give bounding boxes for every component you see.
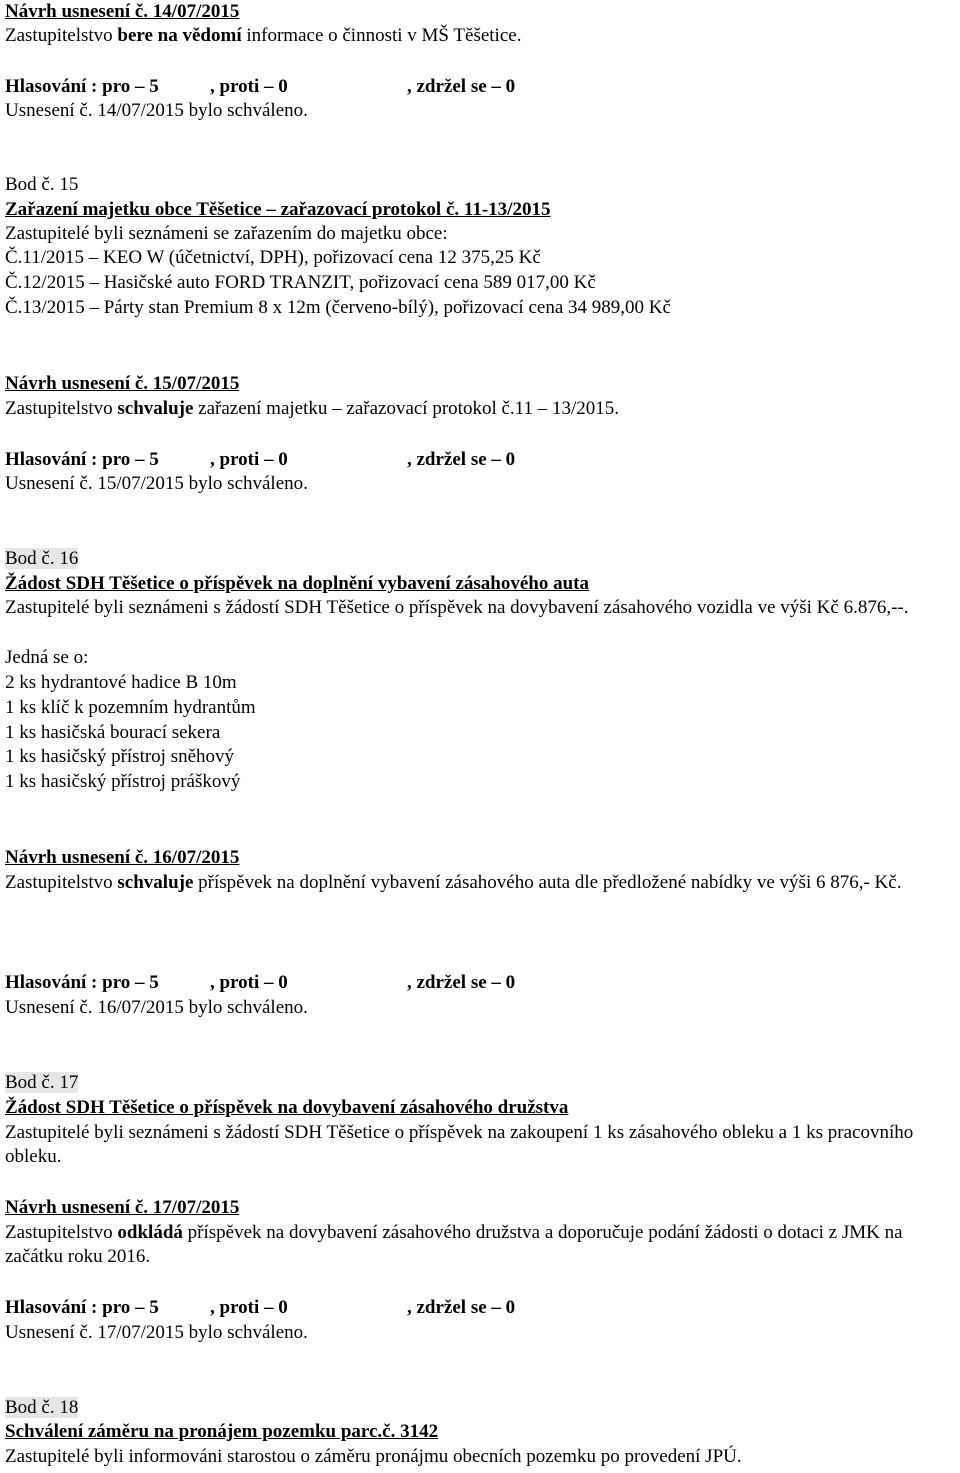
item-17-body: Zastupitelé byli seznámeni s žádostí SDH Těšetice o příspěvek na zakoupení 1 ks zásahového obleku a 1 ks pracovního obleku.	[5, 1122, 914, 1167]
item-18-body: Zastupitelé byli informováni starostou o záměru pronájmu obecních pozemku po provedení JPÚ.	[5, 1446, 742, 1467]
item-16-list-item: 2 ks hydrantové hadice B 10m	[5, 672, 237, 693]
resolution-15-heading: Návrh usnesení č. 15/07/2015	[5, 373, 240, 394]
item-17-title: Žádost SDH Těšetice o příspěvek na dovybavení zásahového družstva	[5, 1097, 569, 1118]
item-16-title: Žádost SDH Těšetice o příspěvek na doplnění vybavení zásahového auta	[5, 573, 589, 594]
resolution-16-vote: Hlasování : pro – 5 , proti – 0 , zdržel se – 0	[5, 972, 516, 993]
resolution-16-result: Usnesení č. 16/07/2015 bylo schváleno.	[5, 997, 308, 1018]
resolution-15-result: Usnesení č. 15/07/2015 bylo schváleno.	[5, 473, 308, 494]
item-15-line: Č.12/2015 – Hasičské auto FORD TRANZIT, pořizovací cena 589 017,00 Kč	[5, 272, 596, 293]
resolution-14-heading: Návrh usnesení č. 14/07/2015	[5, 1, 240, 22]
item-18-label: Bod č. 18	[5, 1397, 79, 1418]
resolution-17-result: Usnesení č. 17/07/2015 bylo schváleno.	[5, 1322, 308, 1343]
item-16-list-item: 1 ks klíč k pozemním hydrantům	[5, 697, 256, 718]
resolution-17-heading: Návrh usnesení č. 17/07/2015	[5, 1197, 240, 1218]
item-15-title: Zařazení majetku obce Těšetice – zařazovací protokol č. 11-13/2015	[5, 199, 551, 220]
resolution-14-vote: Hlasování : pro – 5 , proti – 0 , zdržel se – 0	[5, 76, 516, 97]
resolution-17-text: Zastupitelstvo odkládá příspěvek na dovybavení zásahového družstva a doporučuje podání žádosti o dotaci z JMK na začátku roku 2016.	[5, 1222, 903, 1267]
resolution-16-heading: Návrh usnesení č. 16/07/2015	[5, 847, 240, 868]
item-16-list-intro: Jedná se o:	[5, 647, 89, 668]
resolution-14-text: Zastupitelstvo bere na vědomí informace o činnosti v MŠ Těšetice.	[5, 25, 522, 46]
item-16-list-item: 1 ks hasičský přístroj práškový	[5, 771, 241, 792]
item-15-intro: Zastupitelé byli seznámeni se zařazením do majetku obce:	[5, 223, 448, 244]
resolution-17-vote: Hlasování : pro – 5 , proti – 0 , zdržel se – 0	[5, 1297, 516, 1318]
resolution-15-text: Zastupitelstvo schvaluje zařazení majetku – zařazovací protokol č.11 – 13/2015.	[5, 398, 619, 419]
resolution-15-vote: Hlasování : pro – 5 , proti – 0 , zdržel se – 0	[5, 449, 516, 470]
item-16-label: Bod č. 16	[5, 548, 79, 569]
resolution-14-result: Usnesení č. 14/07/2015 bylo schváleno.	[5, 100, 308, 121]
item-16-body: Zastupitelé byli seznámeni s žádostí SDH Těšetice o příspěvek na dovybavení zásahového vozidla ve výši Kč 6.876,--.	[5, 597, 909, 618]
item-16-list-item: 1 ks hasičská bourací sekera	[5, 722, 221, 743]
resolution-16-text: Zastupitelstvo schvaluje příspěvek na doplnění vybavení zásahového auta dle předložené nabídky ve výši 6 876,- Kč.	[5, 872, 902, 893]
item-18-title: Schválení záměru na pronájem pozemku parc.č. 3142	[5, 1421, 439, 1442]
item-15-line: Č.13/2015 – Párty stan Premium 8 x 12m (červeno-bílý), pořizovací cena 34 989,00 Kč	[5, 297, 671, 318]
item-15-line: Č.11/2015 – KEO W (účetnictví, DPH), pořizovací cena 12 375,25 Kč	[5, 247, 541, 268]
item-16-list-item: 1 ks hasičský přístroj sněhový	[5, 746, 235, 767]
item-15-label: Bod č. 15	[5, 174, 79, 195]
item-17-label: Bod č. 17	[5, 1072, 79, 1093]
